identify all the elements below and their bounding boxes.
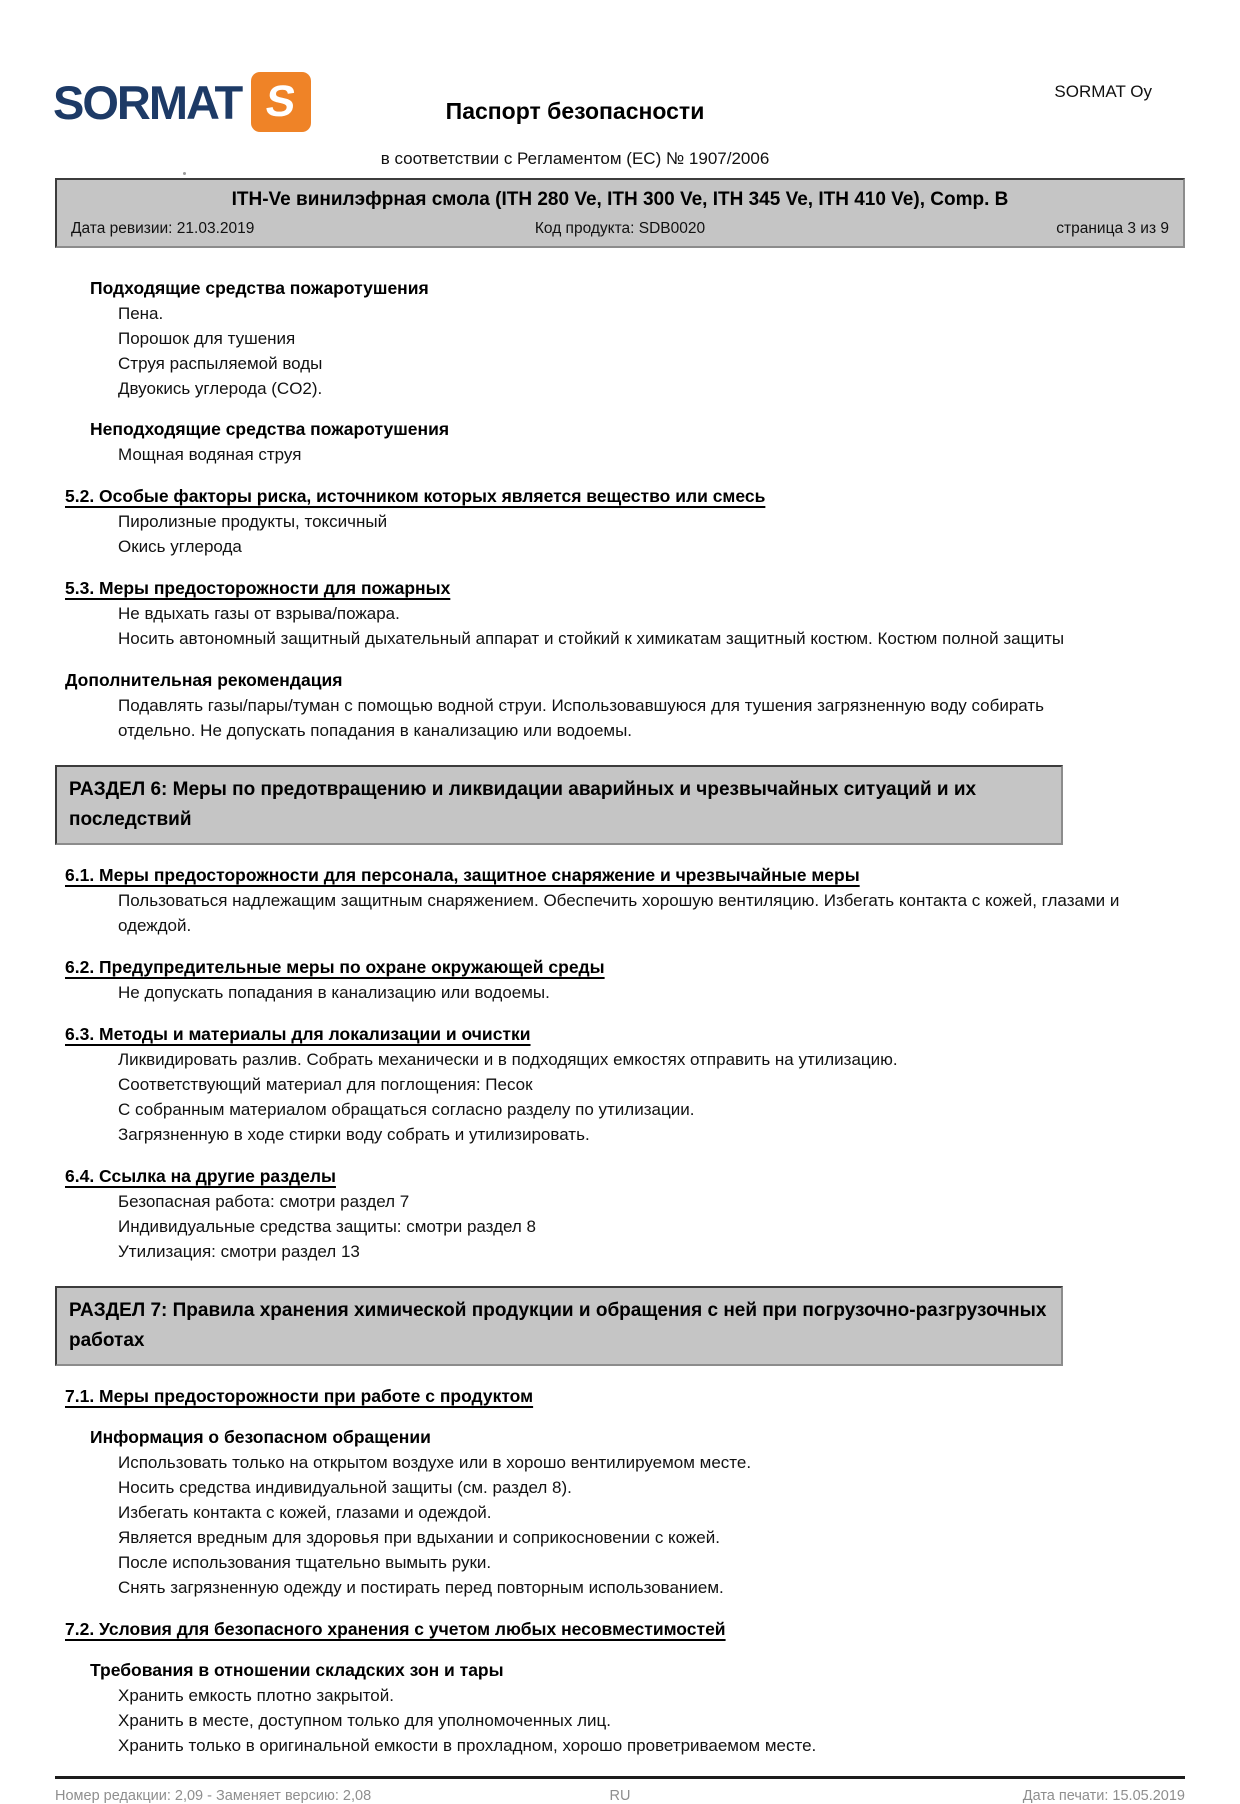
section-header-bar: РАЗДЕЛ 7: Правила хранения химической продукции и обращения с ней при погрузочно-разгрузочных работах	[55, 1286, 1063, 1366]
body-line: Снять загрязненную одежду и постирать перед повторным использованием.	[118, 1578, 724, 1597]
footer-print-date: Дата печати: 15.05.2019	[1022, 1788, 1185, 1804]
stray-dot-mark	[183, 172, 186, 175]
document-header	[0, 0, 1240, 178]
sub-heading: Подходящие средства пожаротушения	[90, 278, 429, 298]
numbered-heading: 7.2. Условия для безопасного хранения с учетом любых несовместимостей	[65, 1619, 726, 1639]
body-line: Не допускать попадания в канализацию или водоемы.	[118, 983, 550, 1002]
page-number: страница 3 из 9	[1056, 220, 1169, 237]
body-line: Соответствующий материал для поглощения: Песок	[118, 1075, 533, 1094]
body-line: Хранить в месте, доступном только для уполномоченных лиц.	[118, 1711, 611, 1730]
body-line: Ликвидировать разлив. Собрать механически и в подходящих емкостях отправить на утилизацию.	[118, 1050, 898, 1069]
body-line: Подавлять газы/пары/туман с помощью водной струи. Использовавшуюся для тушения загрязненную воду собирать отдельно. Не допускать попадания в канализацию или водоемы.	[118, 696, 1045, 740]
body-line: Пена.	[118, 304, 164, 323]
sub-heading: Информация о безопасном обращении	[90, 1427, 431, 1447]
sormat-logo-s-glyph: S	[263, 77, 300, 126]
product-title: ITH-Ve винилэфрная смола (ITH 280 Ve, ITH 300 Ve, ITH 345 Ve, ITH 410 Ve), Comp. B	[231, 189, 1009, 210]
numbered-heading: 7.1. Меры предосторожности при работе с продуктом	[65, 1386, 534, 1406]
document-title: Паспорт безопасности	[445, 98, 705, 124]
numbered-heading: 6.3. Методы и материалы для локализации и очистки	[65, 1024, 531, 1044]
body-line: Хранить емкость плотно закрытой.	[118, 1686, 394, 1705]
body-line: Утилизация: смотри раздел 13	[118, 1242, 360, 1261]
body-line: Носить средства индивидуальной защиты (см. раздел 8).	[118, 1478, 572, 1497]
body-line: Хранить только в оригинальной емкости в прохладном, хорошо проветриваемом месте.	[118, 1736, 817, 1755]
body-line: Пиролизные продукты, токсичный	[118, 512, 388, 531]
sub-heading: Требования в отношении складских зон и тары	[90, 1660, 504, 1680]
body-line: Носить автономный защитный дыхательный аппарат и стойкий к химикатам защитный костюм. Костюм полной защиты	[118, 629, 1065, 648]
footer-language-code: RU	[609, 1788, 631, 1804]
numbered-heading: 6.2. Предупредительные меры по охране окружающей среды	[65, 957, 605, 977]
numbered-heading: 5.3. Меры предосторожности для пожарных	[65, 578, 451, 598]
body-line: Загрязненную в ходе стирки воду собрать и утилизировать.	[118, 1125, 590, 1144]
body-line: Индивидуальные средства защиты: смотри раздел 8	[118, 1217, 537, 1236]
revision-date: Дата ревизии: 21.03.2019	[71, 220, 255, 237]
document-subtitle: в соответствии с Регламентом (ЕС) № 1907/2006	[380, 149, 770, 168]
sub-heading: Дополнительная рекомендация	[65, 670, 343, 690]
sub-heading: Неподходящие средства пожаротушения	[90, 419, 450, 439]
product-meta-row	[71, 220, 1169, 238]
section-header-bar: РАЗДЕЛ 6: Меры по предотвращению и ликвидации аварийных и чрезвычайных ситуаций и их последствий	[55, 765, 1063, 845]
body-line: Струя распыляемой воды	[118, 354, 323, 373]
body-line: Окись углерода	[118, 537, 242, 556]
body-line: Мощная водяная струя	[118, 445, 302, 464]
content	[55, 248, 1185, 1758]
numbered-heading: 5.2. Особые факторы риска, источником которых является вещество или смесь	[65, 486, 766, 506]
body-line: Не вдыхать газы от взрыва/пожара.	[118, 604, 400, 623]
body-line: С собранным материалом обращаться согласно разделу по утилизации.	[118, 1100, 695, 1119]
numbered-heading: 6.4. Ссылка на другие разделы	[65, 1166, 336, 1186]
document-footer	[55, 1776, 1185, 1804]
body-line: Двуокись углерода (CO2).	[118, 379, 323, 398]
body-line: Порошок для тушения	[118, 329, 296, 348]
footer-revision-info: Номер редакции: 2,09 - Заменяет версию: 2,08	[55, 1788, 372, 1804]
body-line: Использовать только на открытом воздухе или в хорошо вентилируемом месте.	[118, 1453, 752, 1472]
sormat-logo-wordmark: SORMAT	[53, 75, 242, 129]
body-line: После использования тщательно вымыть руки.	[118, 1553, 492, 1572]
company-name: SORMAT Oy	[1054, 82, 1152, 101]
product-info-box	[55, 178, 1185, 248]
body-line: Безопасная работа: смотри раздел 7	[118, 1192, 410, 1211]
body-line: Является вредным для здоровья при вдыхании и соприкосновении с кожей.	[118, 1528, 720, 1547]
product-code: Код продукта: SDB0020	[534, 220, 706, 237]
numbered-heading: 6.1. Меры предосторожности для персонала, защитное снаряжение и чрезвычайные меры	[65, 865, 860, 885]
body-line: Избегать контакта с кожей, глазами и одеждой.	[118, 1503, 492, 1522]
body-line: Пользоваться надлежащим защитным снаряжением. Обеспечить хорошую вентиляцию. Избегать контакта с кожей, глазами и одеждой.	[118, 891, 1120, 935]
